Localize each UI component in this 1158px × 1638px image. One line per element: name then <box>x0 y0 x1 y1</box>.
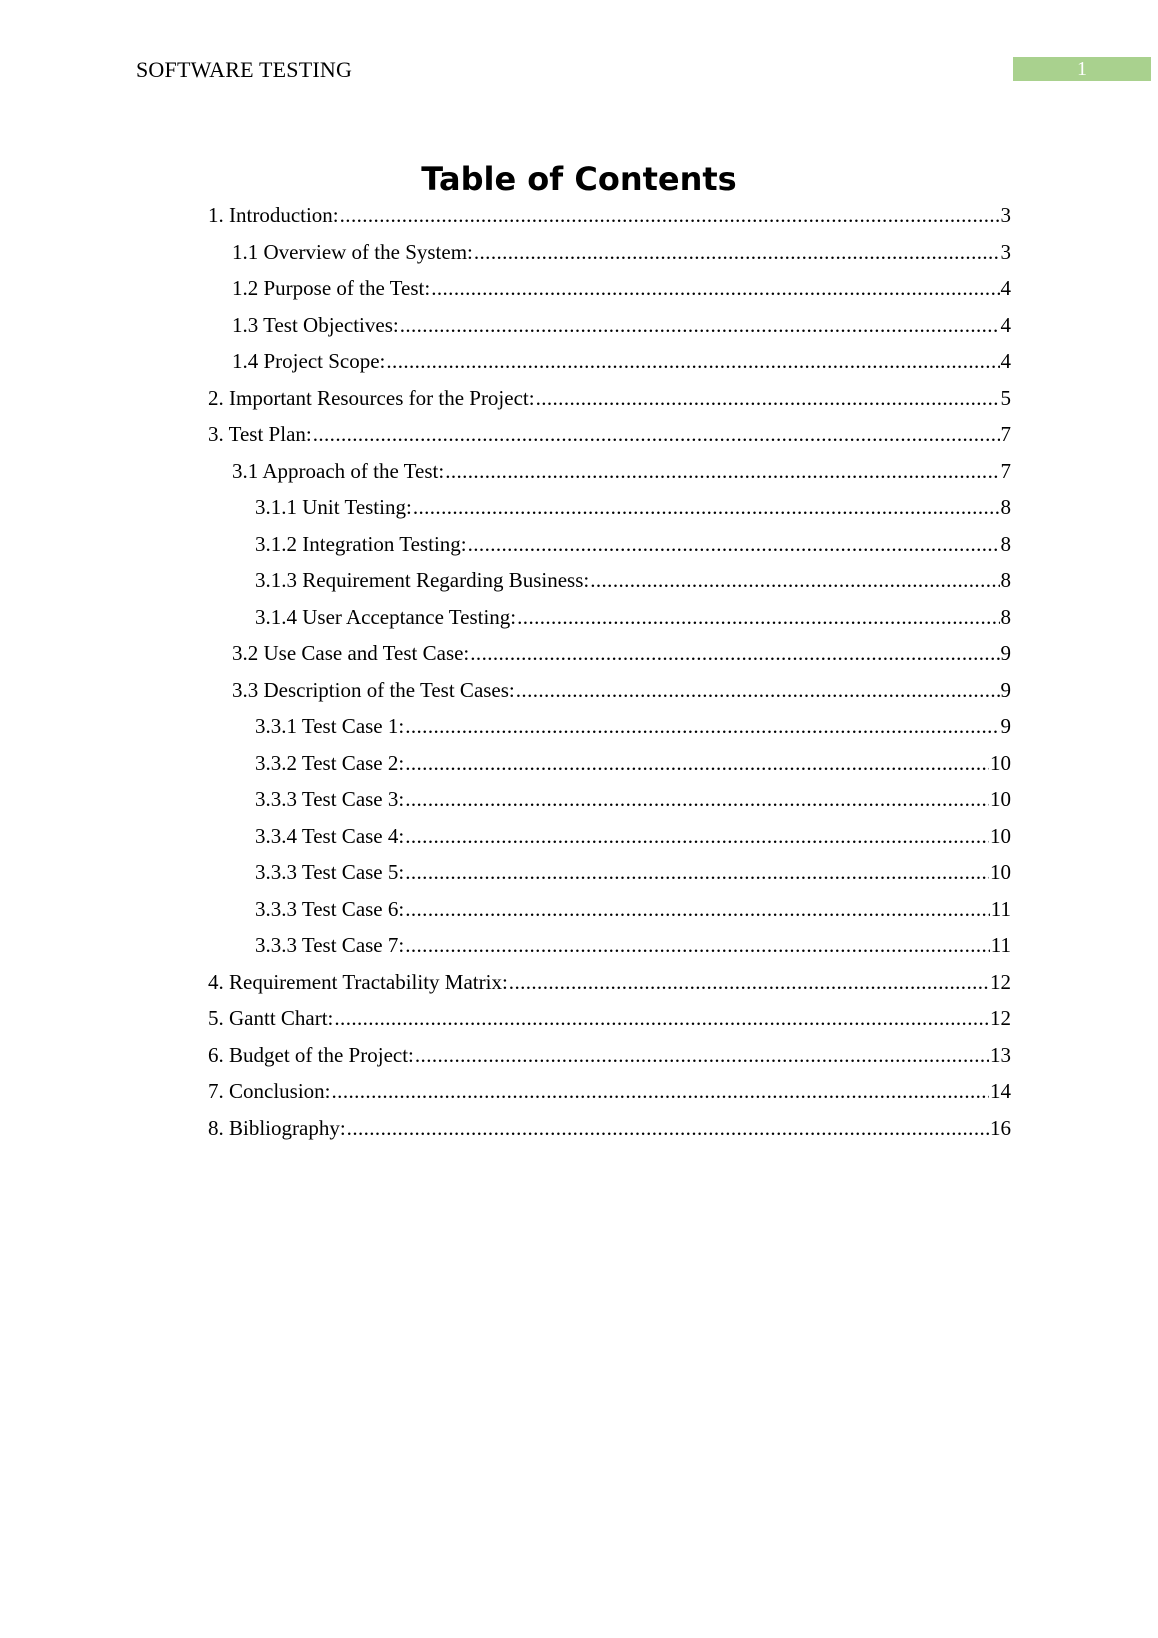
toc-entry-label: 1.4 Project Scope: <box>232 349 386 373</box>
toc-entry-page-number: 3 <box>1000 203 1011 227</box>
toc-entry-page-number: 8 <box>1000 604 1011 629</box>
toc-entry-label: 3.3.1 Test Case 1: <box>255 714 405 738</box>
toc-entry-page-number: 8 <box>1000 568 1011 592</box>
toc-entry-label: 1. Introduction: <box>208 203 339 227</box>
toc-entry-label: 3.1.3 Requirement Regarding Business: <box>255 568 590 592</box>
toc-entry-page-number: 8 <box>1000 495 1011 519</box>
toc-entry-label: 2. Important Resources for the Project: <box>208 385 535 410</box>
toc-entry-page-number: 10 <box>990 750 1011 775</box>
toc-entry-page-number: 8 <box>1000 531 1011 556</box>
toc-entry-page-number: 11 <box>990 896 1011 921</box>
toc-entry[interactable] <box>208 237 1011 274</box>
toc-entry-label: 3.3.3 Test Case 7: <box>255 933 405 957</box>
toc-entry-page-number: 10 <box>990 860 1011 884</box>
dot-leader <box>516 675 1000 705</box>
toc-entry-page-number: 7 <box>1000 458 1011 483</box>
toc-entry-page-number: 4 <box>1000 349 1011 373</box>
toc-entry-label: 3.1 Approach of the Test: <box>232 458 445 483</box>
toc-entry-page-number: 5 <box>1000 385 1011 410</box>
toc-entry-label: 3.3.3 Test Case 6: <box>255 896 405 921</box>
toc-entry-page-number: 11 <box>990 933 1011 957</box>
toc-entry[interactable] <box>208 675 1011 712</box>
toc-entry-label: 4. Requirement Tractability Matrix: <box>208 969 508 994</box>
dot-leader <box>509 967 989 997</box>
dot-leader <box>517 602 999 632</box>
toc-entry[interactable] <box>208 602 1011 639</box>
dot-leader <box>313 419 1000 449</box>
toc-entry-label: 3.1.4 User Acceptance Testing: <box>255 604 517 629</box>
toc-entry[interactable] <box>208 638 1011 675</box>
toc-entry-label: 3.1.1 Unit Testing: <box>255 495 412 519</box>
toc-entry-label: 5. Gantt Chart: <box>208 1006 334 1030</box>
dot-leader <box>405 784 989 814</box>
toc-entry-page-number: 3 <box>1000 239 1011 264</box>
toc-entry-page-number: 9 <box>1000 714 1011 738</box>
toc-entry[interactable] <box>208 492 1011 529</box>
dot-leader <box>445 456 999 486</box>
toc-entry[interactable] <box>208 456 1011 493</box>
toc-entry[interactable] <box>208 1003 1011 1040</box>
toc-entry-page-number: 16 <box>990 1115 1011 1140</box>
toc-entry[interactable] <box>208 419 1011 456</box>
toc-entry-label: 3.3.3 Test Case 3: <box>255 787 405 811</box>
toc-entry-page-number: 4 <box>1000 312 1011 337</box>
toc-entry[interactable] <box>208 565 1011 602</box>
toc-entry-page-number: 12 <box>990 969 1011 994</box>
dot-leader <box>415 1040 989 1070</box>
table-of-contents <box>208 200 1011 1149</box>
toc-entry-page-number: 7 <box>1000 422 1011 446</box>
toc-entry-label: 7. Conclusion: <box>208 1079 331 1103</box>
dot-leader <box>405 711 999 741</box>
toc-entry[interactable] <box>208 310 1011 347</box>
dot-leader <box>405 894 990 924</box>
toc-entry-label: 6. Budget of the Project: <box>208 1042 414 1067</box>
dot-leader <box>590 565 999 595</box>
toc-entry[interactable] <box>208 711 1011 748</box>
toc-entry-label: 3. Test Plan: <box>208 422 312 446</box>
running-header-title: SOFTWARE TESTING <box>136 57 353 82</box>
dot-leader <box>474 237 1000 267</box>
toc-entry[interactable] <box>208 1040 1011 1077</box>
dot-leader <box>405 748 989 778</box>
toc-title: Table of Contents <box>421 160 737 198</box>
dot-leader <box>386 346 999 376</box>
toc-entry[interactable] <box>208 346 1011 383</box>
toc-entry-label: 1.2 Purpose of the Test: <box>232 276 431 300</box>
toc-entry[interactable] <box>208 383 1011 420</box>
dot-leader <box>400 310 1000 340</box>
toc-entry-label: 8. Bibliography: <box>208 1115 346 1140</box>
toc-entry-page-number: 10 <box>990 823 1011 848</box>
dot-leader <box>405 821 989 851</box>
toc-entry[interactable] <box>208 930 1011 967</box>
toc-entry-label: 3.3.2 Test Case 2: <box>255 750 405 775</box>
toc-entry[interactable] <box>208 967 1011 1004</box>
dot-leader <box>536 383 1000 413</box>
toc-entry-label: 1.1 Overview of the System: <box>232 239 473 264</box>
toc-entry[interactable] <box>208 1113 1011 1150</box>
toc-entry[interactable] <box>208 200 1011 237</box>
page-number-badge: 1 <box>1013 57 1151 81</box>
toc-entry-label: 3.3 Description of the Test Cases: <box>232 677 515 702</box>
toc-entry-label: 3.1.2 Integration Testing: <box>255 531 467 556</box>
dot-leader <box>468 529 1000 559</box>
toc-entry-page-number: 9 <box>1000 677 1011 702</box>
toc-entry-label: 3.2 Use Case and Test Case: <box>232 641 470 665</box>
dot-leader <box>405 930 990 960</box>
dot-leader <box>431 273 999 303</box>
toc-entry-page-number: 10 <box>990 787 1011 811</box>
toc-entry-page-number: 14 <box>990 1079 1011 1103</box>
dot-leader <box>347 1113 989 1143</box>
toc-entry-page-number: 4 <box>1000 276 1011 300</box>
toc-entry[interactable] <box>208 1076 1011 1113</box>
toc-entry-page-number: 9 <box>1000 641 1011 665</box>
toc-entry-page-number: 13 <box>990 1042 1011 1067</box>
toc-entry-page-number: 12 <box>990 1006 1011 1030</box>
dot-leader <box>470 638 999 668</box>
dot-leader <box>340 200 1000 230</box>
toc-entry[interactable] <box>208 894 1011 931</box>
toc-entry[interactable] <box>208 529 1011 566</box>
toc-entry-label: 3.3.3 Test Case 5: <box>255 860 405 884</box>
toc-entry[interactable] <box>208 857 1011 894</box>
dot-leader <box>332 1076 989 1106</box>
toc-entry[interactable] <box>208 821 1011 858</box>
toc-entry[interactable] <box>208 784 1011 821</box>
toc-entry-label: 1.3 Test Objectives: <box>232 312 399 337</box>
toc-entry-label: 3.3.4 Test Case 4: <box>255 823 405 848</box>
toc-entry[interactable] <box>208 273 1011 310</box>
dot-leader <box>413 492 1000 522</box>
toc-entry[interactable] <box>208 748 1011 785</box>
dot-leader <box>334 1003 989 1033</box>
dot-leader <box>405 857 989 887</box>
